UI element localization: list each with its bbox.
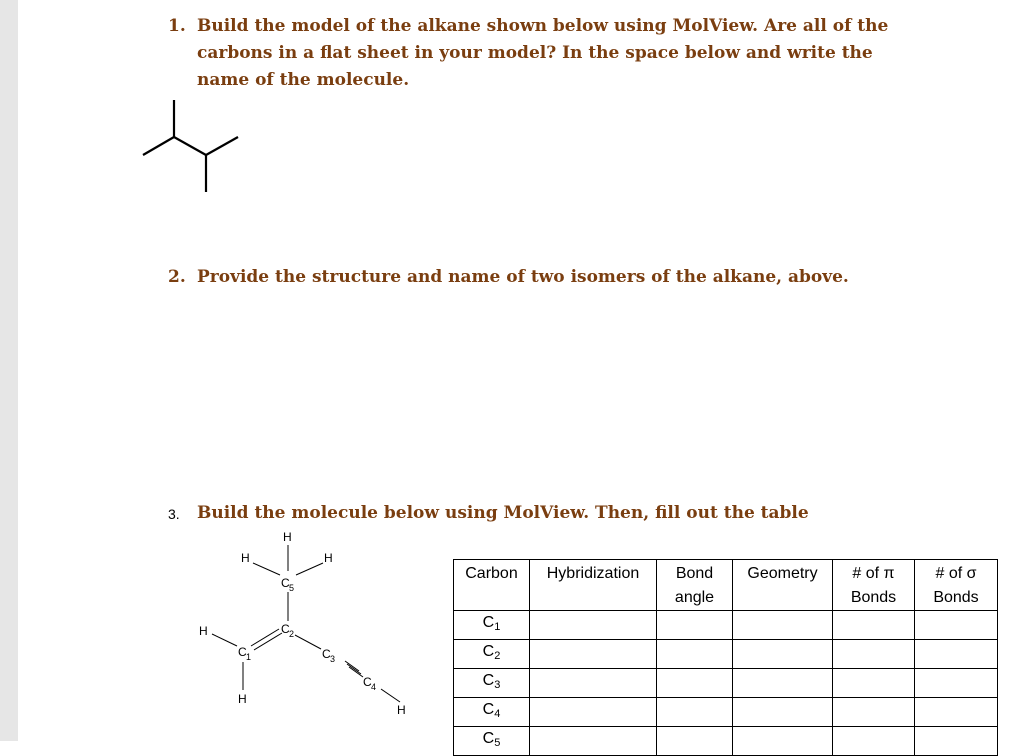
atom-h-top: H [283, 530, 292, 544]
atom-c3: C [322, 647, 331, 661]
atom-c4-subscript: 4 [371, 682, 377, 692]
bond-c4-h [381, 689, 400, 702]
table-row [454, 611, 998, 640]
carbon-properties-table [453, 559, 998, 756]
cell-geometry[interactable] [733, 640, 833, 669]
cell-sigma-bonds[interactable] [915, 669, 998, 698]
cell-sigma-bonds[interactable] [915, 698, 998, 727]
cell-pi-bonds[interactable] [833, 640, 915, 669]
question-3-text: Build the molecule below using MolView. Then, fill out the table [197, 503, 809, 523]
atom-c2-subscript: 2 [289, 629, 295, 639]
cell-geometry[interactable] [733, 727, 833, 756]
cell-geometry[interactable] [733, 669, 833, 698]
cell-pi-bonds[interactable] [833, 698, 915, 727]
question-1-text: Build the model of the alkane shown below using MolView. Are all of the carbons in a flat sheet in your model? In the space below and write the name of the molecule. [197, 16, 889, 90]
header-hybridization: Hybridization [530, 560, 657, 611]
header-geometry: Geometry [733, 560, 833, 611]
bond-h-left-c5 [253, 563, 280, 575]
atom-c5-subscript: 5 [289, 583, 295, 593]
cell-carbon-label: C4 [454, 698, 530, 727]
cell-geometry[interactable] [733, 698, 833, 727]
atom-h-left-mid: H [199, 624, 208, 638]
alkane-bond-center [174, 137, 206, 155]
atom-c4: C [363, 675, 372, 689]
cell-bond-angle[interactable] [657, 698, 733, 727]
alkane-bond-upper-left [143, 137, 174, 155]
cell-hybridization[interactable] [530, 611, 657, 640]
atom-c2: C [281, 622, 290, 636]
cell-hybridization[interactable] [530, 669, 657, 698]
cell-hybridization[interactable] [530, 640, 657, 669]
left-margin-bar [0, 0, 18, 741]
cell-pi-bonds[interactable] [833, 611, 915, 640]
bond-c2-c3 [295, 635, 321, 649]
cell-sigma-bonds[interactable] [915, 611, 998, 640]
bond-h-c1 [212, 634, 237, 646]
question-2-text: Provide the structure and name of two isomers of the alkane, above. [197, 267, 849, 287]
atom-h-bottom-left: H [238, 692, 247, 706]
table-row [454, 727, 998, 756]
cell-bond-angle[interactable] [657, 669, 733, 698]
cell-bond-angle[interactable] [657, 640, 733, 669]
atom-c3-subscript: 3 [330, 654, 336, 664]
question-3-number: 3. [168, 506, 180, 522]
atom-h-bottom-right: H [397, 703, 406, 717]
bond-c3-c4-b [347, 664, 361, 674]
cell-pi-bonds[interactable] [833, 727, 915, 756]
cell-sigma-bonds[interactable] [915, 727, 998, 756]
cell-carbon-label: C3 [454, 669, 530, 698]
cell-pi-bonds[interactable] [833, 669, 915, 698]
cell-carbon-label: C2 [454, 640, 530, 669]
atom-c1-subscript: 1 [246, 652, 252, 662]
bond-h-right-c5 [296, 563, 323, 575]
question-2-number: 2. [168, 267, 186, 287]
cell-hybridization[interactable] [530, 698, 657, 727]
atom-c1: C [238, 645, 247, 659]
header-carbon: Carbon [454, 560, 530, 611]
table-header-row [454, 560, 998, 611]
atom-c5: C [281, 576, 290, 590]
atom-h-right-top: H [324, 551, 333, 565]
alkane-bond-right [206, 137, 238, 155]
table-row [454, 669, 998, 698]
atom-h-left-top: H [241, 551, 250, 565]
cell-sigma-bonds[interactable] [915, 640, 998, 669]
cell-carbon-label: C5 [454, 727, 530, 756]
molecule-structure-diagram [185, 525, 425, 725]
cell-carbon-label: C1 [454, 611, 530, 640]
table-row [454, 698, 998, 727]
alkane-skeletal-structure [130, 95, 250, 200]
question-1-number: 1. [168, 16, 186, 36]
cell-geometry[interactable] [733, 611, 833, 640]
header-bond-angle: Bond angle [657, 560, 733, 611]
table-row [454, 640, 998, 669]
cell-bond-angle[interactable] [657, 727, 733, 756]
cell-bond-angle[interactable] [657, 611, 733, 640]
header-sigma-bonds: # of σ Bonds [915, 560, 998, 611]
cell-hybridization[interactable] [530, 727, 657, 756]
header-pi-bonds: # of π Bonds [833, 560, 915, 611]
